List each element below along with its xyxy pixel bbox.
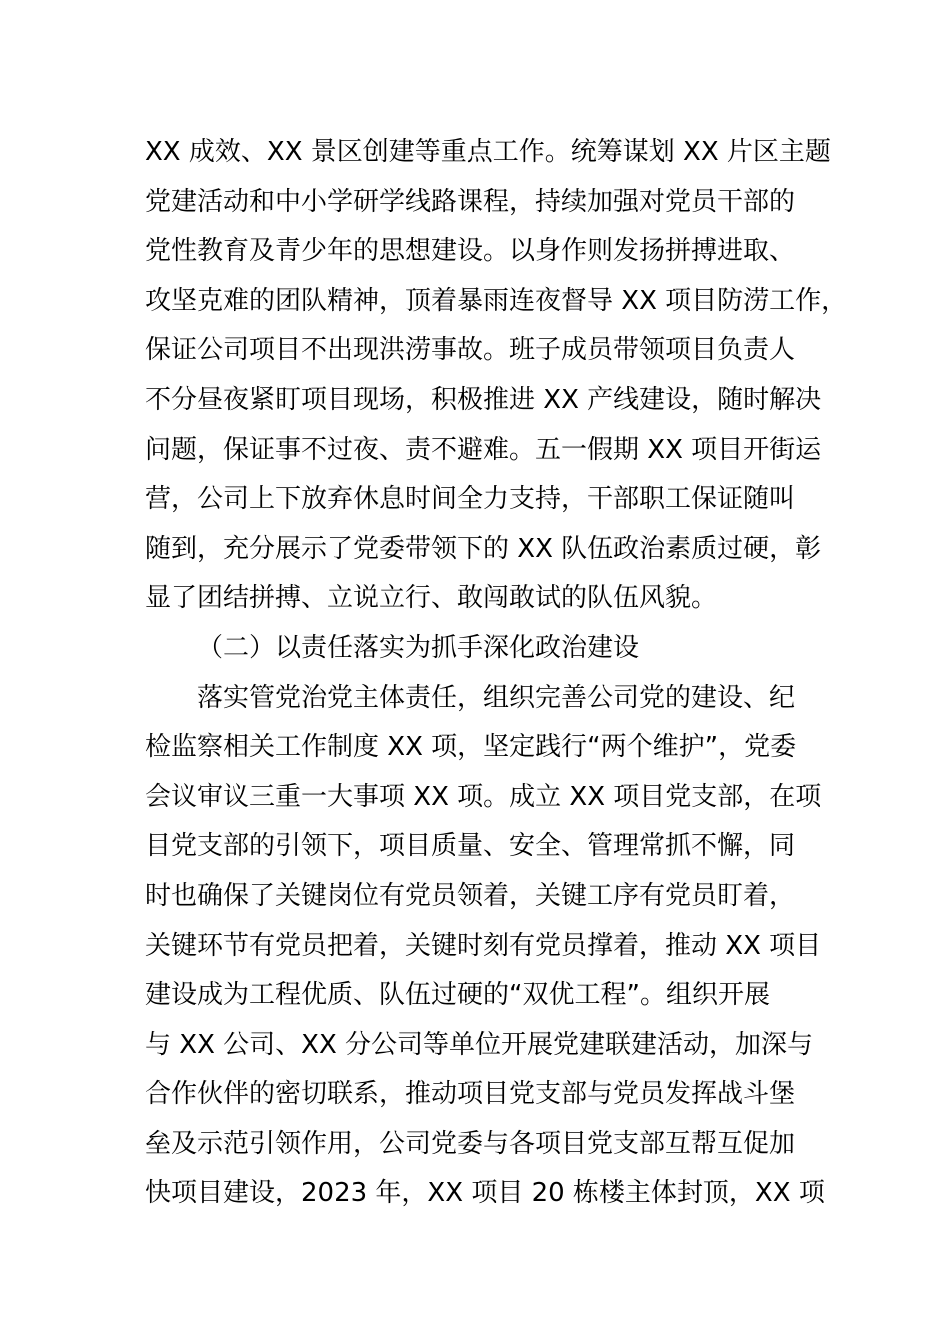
body-line: 合作伙伴的密切联系，推动项目党支部与党员发挥战斗堡 xyxy=(145,1079,796,1110)
body-line: 随到，充分展示了党委带领下的 XX 队伍政治素质过硬，彰 xyxy=(145,533,822,564)
body-line: 不分昼夜紧盯项目现场，积极推进 XX 产线建设，随时解决 xyxy=(145,384,822,415)
paragraph-first-line: 落实管党治党主体责任，组织完善公司党的建设、纪 xyxy=(197,682,796,713)
body-line: 垒及示范引领作用，公司党委与各项目党支部互帮互促加 xyxy=(145,1128,796,1159)
body-line: 党建活动和中小学研学线路课程，持续加强对党员干部的 xyxy=(145,186,796,217)
document-body xyxy=(145,128,848,1219)
body-line: 建设成为工程优质、队伍过硬的“双优工程”。组织开展 xyxy=(145,980,770,1011)
body-line: 检监察相关工作制度 XX 项，坚定践行“两个维护”，党委 xyxy=(145,732,797,763)
body-line: 快项目建设，2023 年，XX 项目 20 栋楼主体封顶，XX 项 xyxy=(145,1178,825,1209)
body-line: 问题，保证事不过夜、责不避难。五一假期 XX 项目开街运 xyxy=(145,434,822,465)
body-line: 目党支部的引领下，项目质量、安全、管理常抓不懈，同 xyxy=(145,831,796,862)
body-line: 显了团结拼搏、立说立行、敢闯敢试的队伍风貌。 xyxy=(145,583,718,614)
body-line: 关键环节有党员把着，关键时刻有党员撑着，推动 XX 项目 xyxy=(145,930,822,961)
section-heading: （二）以责任落实为抓手深化政治建设 xyxy=(197,632,640,663)
body-line: 会议审议三重一大事项 XX 项。成立 XX 项目党支部，在项 xyxy=(145,781,822,812)
body-line: 党性教育及青少年的思想建设。以身作则发扬拼搏进取、 xyxy=(145,236,796,267)
body-line: 保证公司项目不出现洪涝事故。班子成员带领项目负责人 xyxy=(145,335,796,366)
body-line: XX 成效、XX 景区创建等重点工作。统筹谋划 XX 片区主题 xyxy=(145,137,831,167)
body-line: 时也确保了关键岗位有党员领着，关键工序有党员盯着， xyxy=(145,880,796,911)
body-line: 与 XX 公司、XX 分公司等单位开展党建联建活动，加深与 xyxy=(145,1029,814,1060)
body-line: 攻坚克难的团队精神，顶着暴雨连夜督导 XX 项目防涝工作， xyxy=(145,285,848,316)
body-line: 营，公司上下放弃休息时间全力支持，干部职工保证随叫 xyxy=(145,484,796,515)
